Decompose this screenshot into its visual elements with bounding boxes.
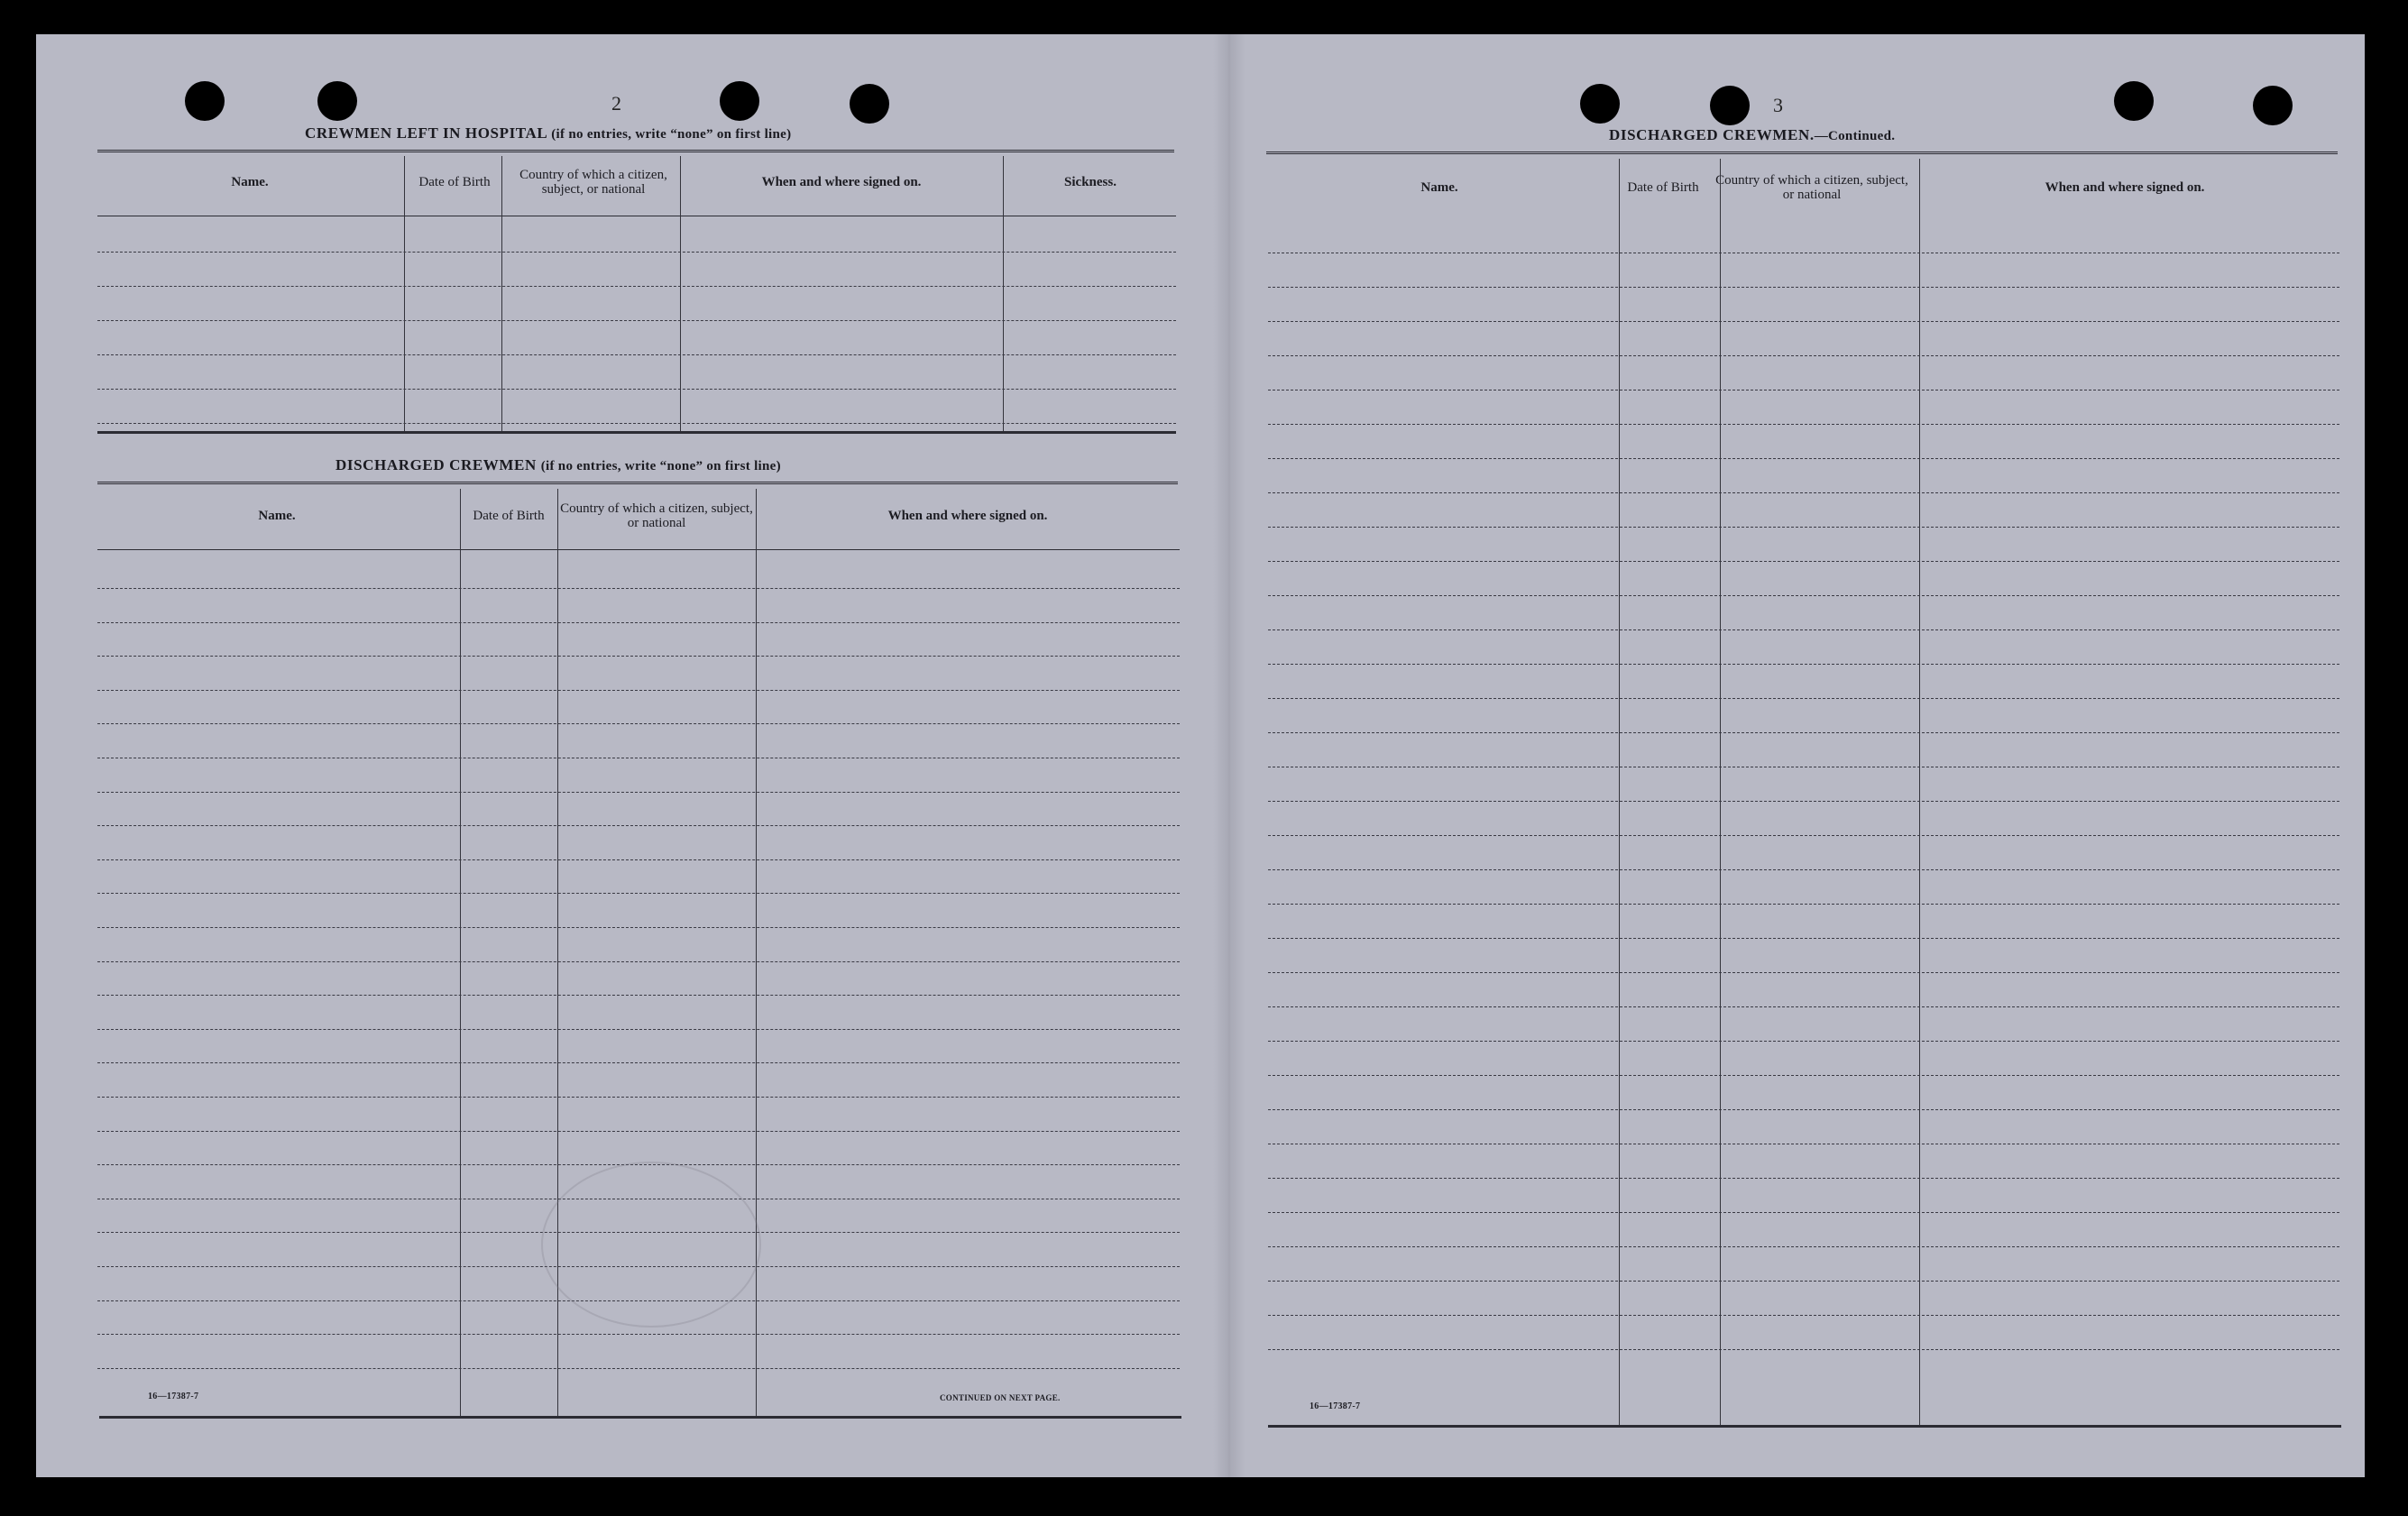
right-vline bbox=[1720, 159, 1721, 1425]
table-row bbox=[1268, 732, 2339, 733]
center-fold bbox=[1213, 34, 1245, 1477]
hospital-vline bbox=[501, 156, 502, 431]
discharged-section-title bbox=[335, 456, 781, 474]
continued-note: CONTINUED ON NEXT PAGE. bbox=[940, 1393, 1061, 1402]
page-number-left: 2 bbox=[611, 92, 621, 115]
right-top-rule bbox=[1266, 152, 2338, 156]
table-row bbox=[1268, 1349, 2339, 1350]
hospital-col-country: Country of which a citizen, subject, or national bbox=[519, 168, 667, 197]
table-row bbox=[1268, 1281, 2339, 1282]
punch-hole bbox=[317, 81, 357, 121]
table-row bbox=[97, 354, 1176, 355]
discharged-header-rule bbox=[97, 549, 1180, 550]
table-row bbox=[1268, 355, 2339, 356]
table-row bbox=[97, 995, 1180, 996]
right-col-name: Name. bbox=[1420, 180, 1458, 195]
discharged-vline bbox=[756, 489, 757, 1416]
table-row bbox=[97, 1131, 1180, 1132]
discharged-section-title-text: DISCHARGED CREWMEN bbox=[335, 456, 537, 473]
punch-hole bbox=[720, 81, 759, 121]
table-row bbox=[1268, 1109, 2339, 1110]
table-row bbox=[97, 690, 1180, 691]
punch-hole bbox=[1710, 86, 1750, 125]
punch-hole bbox=[850, 84, 889, 124]
table-row bbox=[97, 286, 1176, 287]
table-row bbox=[1268, 664, 2339, 665]
hospital-section-title-text: CREWMEN LEFT IN HOSPITAL bbox=[305, 124, 547, 142]
discharged-vline bbox=[460, 489, 461, 1416]
table-row bbox=[1268, 1178, 2339, 1179]
discharged-col-name: Name. bbox=[258, 509, 296, 523]
table-row bbox=[1268, 321, 2339, 322]
table-row bbox=[1268, 801, 2339, 802]
table-row bbox=[1268, 527, 2339, 528]
punch-hole bbox=[2114, 81, 2154, 121]
right-section-title-text: DISCHARGED CREWMEN. bbox=[1609, 126, 1815, 143]
right-col-country: Country of which a citizen, subject, or national bbox=[1715, 173, 1908, 202]
table-row bbox=[97, 588, 1180, 589]
discharged-col-country: Country of which a citizen, subject, or national bbox=[560, 501, 753, 530]
hospital-section-title bbox=[305, 124, 791, 142]
punch-hole bbox=[2253, 86, 2293, 125]
table-row bbox=[97, 389, 1176, 390]
table-row bbox=[1268, 424, 2339, 425]
table-row bbox=[97, 792, 1180, 793]
right-section-title-suffix: —Continued. bbox=[1814, 129, 1896, 143]
discharged-bottom-rule bbox=[99, 1416, 1181, 1419]
discharged-top-rule bbox=[97, 482, 1178, 486]
table-row bbox=[1268, 458, 2339, 459]
right-section-title bbox=[1609, 126, 1895, 144]
table-row bbox=[97, 825, 1180, 826]
discharged-section-note: (if no entries, write “none” on first line) bbox=[540, 459, 781, 473]
table-row bbox=[97, 320, 1176, 321]
table-row bbox=[1268, 1212, 2339, 1213]
punch-hole bbox=[1580, 84, 1620, 124]
table-row bbox=[1268, 629, 2339, 630]
table-row bbox=[97, 1334, 1180, 1335]
right-vline bbox=[1619, 159, 1620, 1425]
table-row bbox=[1268, 595, 2339, 596]
form-number-right: 16—17387-7 bbox=[1310, 1401, 1361, 1411]
table-row bbox=[1268, 1041, 2339, 1042]
page-number-right: 3 bbox=[1773, 94, 1783, 116]
table-row bbox=[97, 893, 1180, 894]
hospital-col-dob: Date of Birth bbox=[418, 175, 491, 189]
table-row bbox=[97, 252, 1176, 253]
document-sheet bbox=[36, 34, 2365, 1477]
table-row bbox=[97, 1029, 1180, 1030]
table-row bbox=[1268, 698, 2339, 699]
table-row bbox=[97, 423, 1176, 424]
table-row bbox=[97, 1097, 1180, 1098]
table-row bbox=[1268, 287, 2339, 288]
table-row bbox=[1268, 835, 2339, 836]
table-row bbox=[97, 859, 1180, 860]
table-row bbox=[1268, 1315, 2339, 1316]
discharged-col-signed: When and where signed on. bbox=[887, 509, 1048, 523]
punch-hole bbox=[185, 81, 225, 121]
faint-stamp bbox=[541, 1162, 761, 1328]
table-row bbox=[97, 1062, 1180, 1063]
table-row bbox=[97, 723, 1180, 724]
table-row bbox=[97, 656, 1180, 657]
hospital-col-name: Name. bbox=[231, 175, 269, 189]
hospital-col-sickness: Sickness. bbox=[1064, 175, 1117, 189]
table-row bbox=[97, 961, 1180, 962]
discharged-col-dob: Date of Birth bbox=[473, 509, 545, 523]
form-number-left: 16—17387-7 bbox=[148, 1392, 199, 1401]
table-row bbox=[1268, 972, 2339, 973]
table-row bbox=[97, 927, 1180, 928]
right-col-signed: When and where signed on. bbox=[2045, 180, 2205, 195]
table-row bbox=[1268, 492, 2339, 493]
table-row bbox=[97, 622, 1180, 623]
right-vline bbox=[1919, 159, 1920, 1425]
table-row bbox=[1268, 1075, 2339, 1076]
table-row bbox=[1268, 938, 2339, 939]
table-row bbox=[97, 1368, 1180, 1369]
hospital-section-note: (if no entries, write “none” on first line) bbox=[551, 127, 792, 142]
table-row bbox=[1268, 1246, 2339, 1247]
hospital-bottom-rule bbox=[97, 431, 1176, 434]
hospital-vline bbox=[404, 156, 405, 431]
right-col-dob: Date of Birth bbox=[1627, 180, 1699, 195]
table-row bbox=[1268, 904, 2339, 905]
table-row bbox=[1268, 561, 2339, 562]
hospital-top-rule bbox=[97, 150, 1174, 154]
table-row bbox=[1268, 869, 2339, 870]
right-bottom-rule bbox=[1268, 1425, 2341, 1428]
hospital-vline bbox=[680, 156, 681, 431]
table-row bbox=[1268, 1006, 2339, 1007]
hospital-col-signed: When and where signed on. bbox=[761, 175, 922, 189]
hospital-vline bbox=[1003, 156, 1004, 431]
